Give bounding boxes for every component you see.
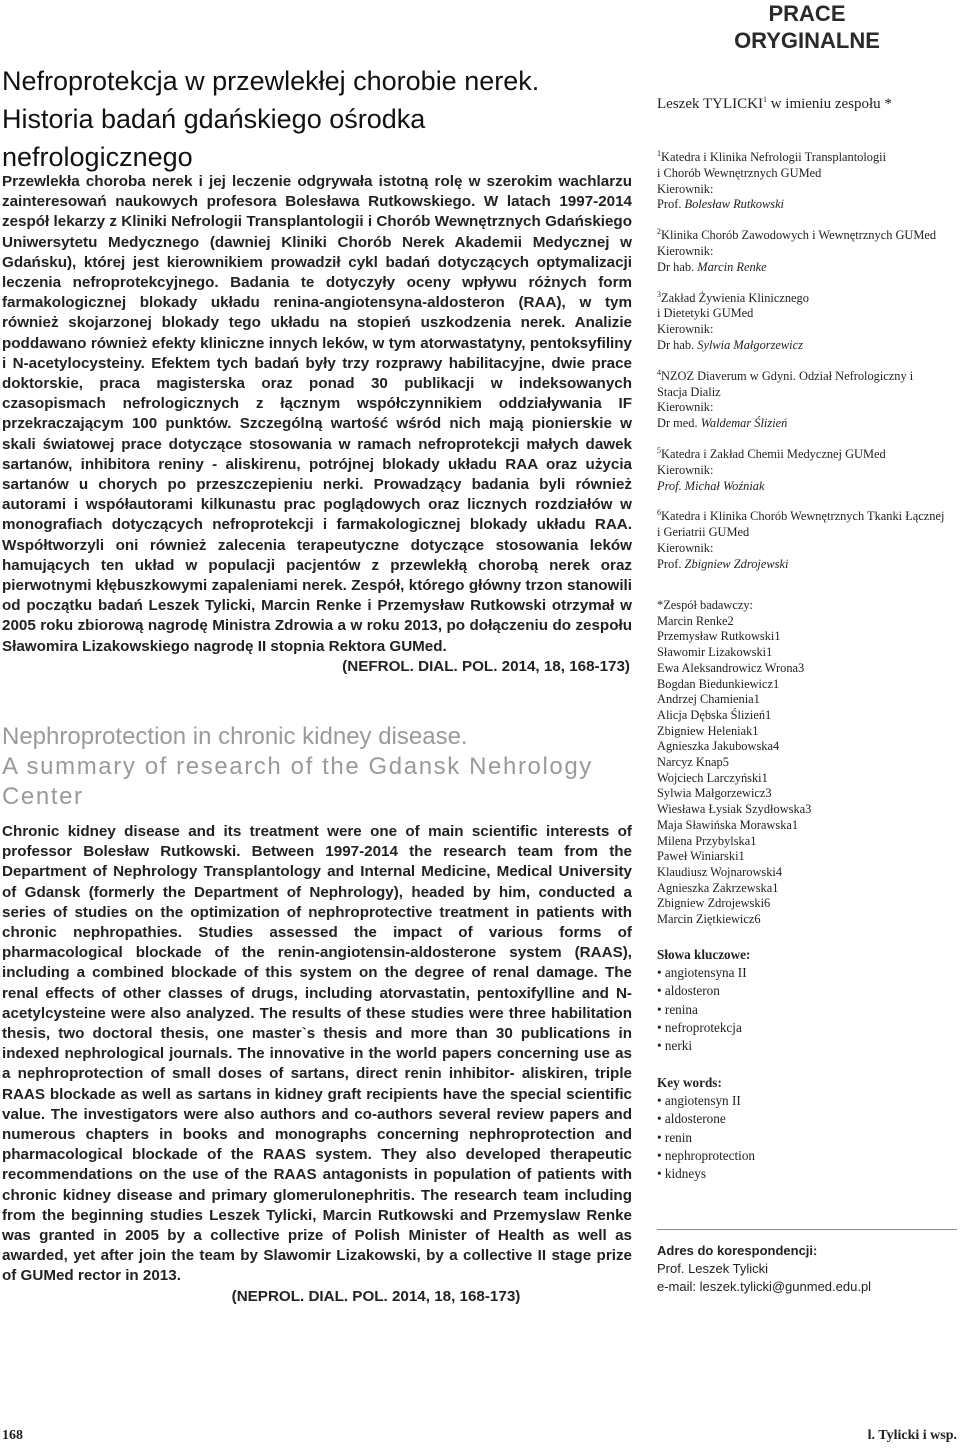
- affiliations: [657, 150, 960, 588]
- team-member: Sylwia Małgorzewicz3: [657, 786, 772, 801]
- affiliation-line-1: Klinika Chorób Zawodowych i Wewnętrznych GUMed: [661, 228, 937, 243]
- team-member: Bogdan Biedunkiewicz1: [657, 676, 780, 691]
- correspondence-email: e-mail: leszek.tylicki@gunmed.edu.pl: [657, 1279, 872, 1294]
- page-number: 168: [2, 1428, 23, 1443]
- team-member: Andrzej Chamienia1: [657, 692, 760, 707]
- affiliation-3: [657, 291, 960, 354]
- title-polish: [2, 62, 632, 176]
- keyword-item: • renin: [657, 1129, 960, 1147]
- title-english-line-2: A summary of research of the Gdansk Nehrology: [2, 753, 593, 780]
- title-polish-line-1: Nefroprotekcja w przewlekłej chorobie nerek.: [2, 66, 540, 96]
- team-member: Ewa Aleksandrowicz Wrona3: [657, 660, 805, 675]
- team-list: [657, 614, 960, 928]
- title-english: [2, 722, 632, 812]
- abstract-polish: [2, 172, 632, 677]
- team-member: Agnieszka Jakubowska4: [657, 739, 780, 754]
- team-member: Przemysław Rutkowski1: [657, 629, 781, 644]
- affiliation-6: [657, 509, 960, 572]
- author-line: [657, 96, 892, 113]
- team-member: Agnieszka Zakrzewska1: [657, 880, 779, 895]
- affiliation-head-title: Prof.: [657, 556, 682, 571]
- affiliation-number: 3: [657, 289, 661, 299]
- affiliation-2: [657, 228, 960, 275]
- affiliation-head-name: Waldemar Ślizień: [700, 416, 788, 431]
- abstract-polish-text: Przewlekła choroba nerek i jej leczenie odgrywała istotną rolę w szerokim wachlarzu zainteresowań naukowych profesora Bolesława Rutkowskiego. W latach 1997-2014 zespół lekarzy z Kliniki Nefrologii Transplantologii i Chorób Wewnętrznych Gdańskiego Uniwersytetu Medycznego (dawniej Kliniki Chorób Nerek Akademii Medycznej w Gdańsku), której jest kierownikiem prowadził cykl badań dotyczących optymalizacji leczenia nefroprotekcyjnego. Badania te dotyczyły oceny wpływu różnych form farmakologicznej blokady układu renina-angiotensyna-aldosteron (RAA), w tym również skojarzonej blokady tego układu na stopień uszkodzenia nerek. Analizie poddawano również efekty kliniczne innych leków, w tym atorwastatyny, pentoksyfiliny i N-acetylocysteiny. Efektem tych badań były trzy rozprawy habilitacyjne, dwie prace doktorskie, praca magisterska oraz ponad 30 publikacji w indeksowanych czasopismach nefrologicznych z łącznym współczynnikiem oddziaływania IF przekraczającym 100 punktów. Szczególną wartość wśród nich mają pionierskie w skali światowej prace dotyczące stosowania w ramach nefroprotekcji małych dawek sartanów, inhibitora reniny - aliskirenu, potrójnej blokady układu RAA oraz użycia sartanów u chorych po przeszczepieniu nerki. Prowadzący badania byli również autorami i współautorami kilkunastu prac poglądowych oraz licznych rozdziałów w monografiach dotyczących nefroprotekcji i farmakologicznej blokady układu RAA. Współtworzyli oni również zalecenia terapeutyczne dotyczące stosowania leków hamujących ten układ w populacji pacjentów z przewlekłą chorobą nerek oraz pierwotnymi kłębuszkowymi zapaleniami nerek. Zespół, którego główny trzon stanowili od początku badań Leszek Tylicki, Marcin Renke i Przemysław Rutkowski otrzymał w 2005 roku zbiorową nagrodę Ministra Zdrowia a w roku 2013, po dołączeniu do zespołu Sławomira Lizakowskiego nagrodę II stopnia Rektora GUMed.: [2, 173, 632, 655]
- affiliation-unit: [657, 291, 960, 307]
- affiliation-head-label: Kierownik:: [657, 243, 714, 258]
- affiliation-number: 2: [657, 227, 661, 237]
- correspondence-heading: Adres do korespondencji:: [657, 1243, 818, 1258]
- affiliation-number: 6: [657, 508, 661, 518]
- author-sup: 1: [762, 95, 767, 104]
- affiliation-unit: [657, 447, 960, 463]
- affiliation-head-name: Bolesław Rutkowski: [684, 197, 785, 212]
- keywords-polish-list: [657, 964, 960, 1055]
- team-member: Marcin Renke2: [657, 613, 734, 628]
- affiliation-line-2: i Dietetyki GUMed: [657, 306, 754, 321]
- section-banner: [732, 0, 882, 54]
- banner-line-2: ORYGINALNE: [734, 28, 880, 53]
- title-polish-line-2: Historia badań gdańskiego ośrodka: [2, 104, 426, 134]
- keyword-item: • aldosterone: [657, 1110, 960, 1128]
- affiliation-head-name: Sylwia Małgorzewicz: [697, 337, 803, 352]
- abstract-english-text: Chronic kidney disease and its treatment were one of main scientific interests of professor Bolesław Rutkowski. Between 1997-2014 the research team from the Department of Nephrology Transplantology and Internal Medicine, Medical University of Gdansk (formerly the Department of Nephrology), headed by him, conducted a series of studies on the optimization of nephroprotective treatment in patients with chronic nephropathies. Studies assessed the impact of various forms of pharmacological blockade of the renin-angiotensin-aldosterone system (RAAS), including a combined blockade of this system on the degree of renal damage. The renal effects of other classes of drugs, including atorvastatin, pentoxifylline and N-acetylcysteine were also analyzed. The results of these studies were three habilitation thesis, two doctoral thesis, one master`s thesis and more than 30 publications in indexed nephrological journals. The innovative in the world papers concerning use as a nephroprotection of small doses of sartans, direct renin inhibitor- aliskiren, triple RAAS blockade as well as sartans in kidney graft recipients have the special scientific value. The investigators were also authors and co-authors several review papers and numerous chapters in books and monographs concerning nephroprotection and pharmacological blockade of the RAAS system. They also developed therapeutic recommendations on the use of the RAAS antagonists in population of patients with chronic kidney disease and primary glomerulonephritis. The research team including from the beginning studies Leszek Tylicki, Marcin Rutkowski and Przemyslaw Renke was granted in 2005 by a collective prize of Polish Minister of Health as well as awarded, yet after join the team by Slawomir Lizakowski, by a collective II stage prize of GUMed rector in 2013.: [2, 823, 632, 1285]
- team-member: Marcin Ziętkiewicz6: [657, 912, 761, 927]
- keyword-item: • renina: [657, 1001, 960, 1019]
- affiliation-head: [657, 197, 960, 213]
- affiliation-5: [657, 447, 960, 494]
- affiliation-head-label: Kierownik:: [657, 400, 714, 415]
- affiliation-line-1: Katedra i Zakład Chemii Medycznej GUMed: [661, 446, 886, 461]
- divider: [657, 1229, 957, 1230]
- title-polish-line-3: nefrologicznego: [2, 142, 193, 172]
- keyword-item: • kidneys: [657, 1165, 960, 1183]
- affiliation-unit: [657, 369, 960, 385]
- abstract-english: [2, 822, 632, 1307]
- affiliation-line-1: Zakład Żywienia Klinicznego: [661, 290, 809, 305]
- keywords-polish: [657, 946, 960, 1055]
- abstract-polish-citation: (NEFROL. DIAL. POL. 2014, 18, 168-173): [342, 657, 630, 675]
- affiliation-unit: [657, 228, 960, 244]
- team-member: Wiesława Łysiak Szydłowska3: [657, 802, 812, 817]
- affiliation-head-title: Prof.: [657, 197, 682, 212]
- keyword-item: • nephroprotection: [657, 1147, 960, 1165]
- keywords-polish-heading: Słowa kluczowe:: [657, 947, 751, 962]
- affiliation-line-1: Katedra i Klinika Nefrologii Transplantologii: [661, 150, 887, 164]
- team-member: Milena Przybylska1: [657, 833, 757, 848]
- abstract-english-citation: (NEPROL. DIAL. POL. 2014, 18, 168-173): [231, 1287, 521, 1305]
- affiliation-head: [657, 416, 960, 432]
- affiliation-head: [657, 338, 960, 354]
- affiliation-head-label: Kierownik:: [657, 322, 714, 337]
- affiliation-line-1: NZOZ Diaverum w Gdyni. Odział Nefrologiczny i: [661, 368, 914, 383]
- affiliation-4: [657, 369, 960, 432]
- affiliation-line-2: i Chorób Wewnętrznych GUMed: [657, 165, 822, 180]
- affiliation-head: [657, 479, 960, 495]
- affiliation-head: [657, 557, 960, 573]
- author-name: Leszek TYLICKI: [657, 96, 763, 112]
- correspondence-name: Prof. Leszek Tylicki: [657, 1261, 769, 1276]
- keyword-item: • nerki: [657, 1037, 960, 1055]
- team-member: Sławomir Lizakowski1: [657, 645, 773, 660]
- affiliation-head-name: Marcin Renke: [697, 259, 767, 274]
- running-footer: l. Tylicki i wsp.: [867, 1428, 957, 1443]
- team-member: Wojciech Larczyński1: [657, 770, 768, 785]
- banner-line-1: PRACE: [768, 1, 846, 26]
- correspondence: [657, 1242, 871, 1296]
- team-member: Alicja Dębska Ślizień1: [657, 707, 772, 722]
- affiliation-head-label: Kierownik:: [657, 540, 714, 555]
- team-member: Zbigniew Zdrojewski6: [657, 896, 771, 911]
- affiliation-unit: [657, 509, 960, 525]
- affiliation-line-2: Stacja Dializ: [657, 384, 721, 399]
- keyword-item: • angiotensyna II: [657, 964, 960, 982]
- affiliation-1: [657, 150, 960, 213]
- team-member: Narcyz Knap5: [657, 755, 729, 770]
- title-english-line-1: Nephroprotection in chronic kidney disease.: [2, 723, 468, 750]
- keyword-item: • aldosteron: [657, 982, 960, 1000]
- affiliation-head-label: Kierownik:: [657, 462, 714, 477]
- team-member: Klaudiusz Wojnarowski4: [657, 864, 783, 879]
- keyword-item: • angiotensyn II: [657, 1092, 960, 1110]
- team-member: Zbigniew Heleniak1: [657, 723, 759, 738]
- affiliation-head-title: Dr hab.: [657, 337, 695, 352]
- keywords-english: [657, 1074, 960, 1183]
- team-heading: *Zespół badawczy:: [657, 598, 753, 612]
- author-rest: w imieniu zespołu *: [766, 96, 892, 112]
- affiliation-number: 1: [657, 148, 661, 158]
- affiliation-line-1: Katedra i Klinika Chorób Wewnętrznych Tkanki Łącznej: [661, 509, 945, 524]
- keywords-english-list: [657, 1092, 960, 1183]
- affiliation-head-title: Dr hab.: [657, 259, 695, 274]
- affiliation-line-2: i Geriatrii GUMed: [657, 525, 750, 540]
- team-member: Maja Sławińska Morawska1: [657, 817, 799, 832]
- title-english-line-3: Center: [2, 783, 84, 810]
- affiliation-head: [657, 260, 960, 276]
- affiliation-head-title: Dr med.: [657, 416, 698, 431]
- keywords-english-heading: Key words:: [657, 1075, 722, 1090]
- affiliation-unit: [657, 150, 960, 166]
- keyword-item: • nefroprotekcja: [657, 1019, 960, 1037]
- affiliation-number: 5: [657, 445, 661, 455]
- affiliation-head-name: Zbigniew Zdrojewski: [684, 556, 789, 571]
- affiliation-head-label: Kierownik:: [657, 181, 714, 196]
- team-member: Paweł Winiarski1: [657, 849, 745, 864]
- research-team: [657, 598, 960, 928]
- affiliation-head-name: Prof. Michał Woźniak: [657, 478, 765, 493]
- affiliation-number: 4: [657, 367, 661, 377]
